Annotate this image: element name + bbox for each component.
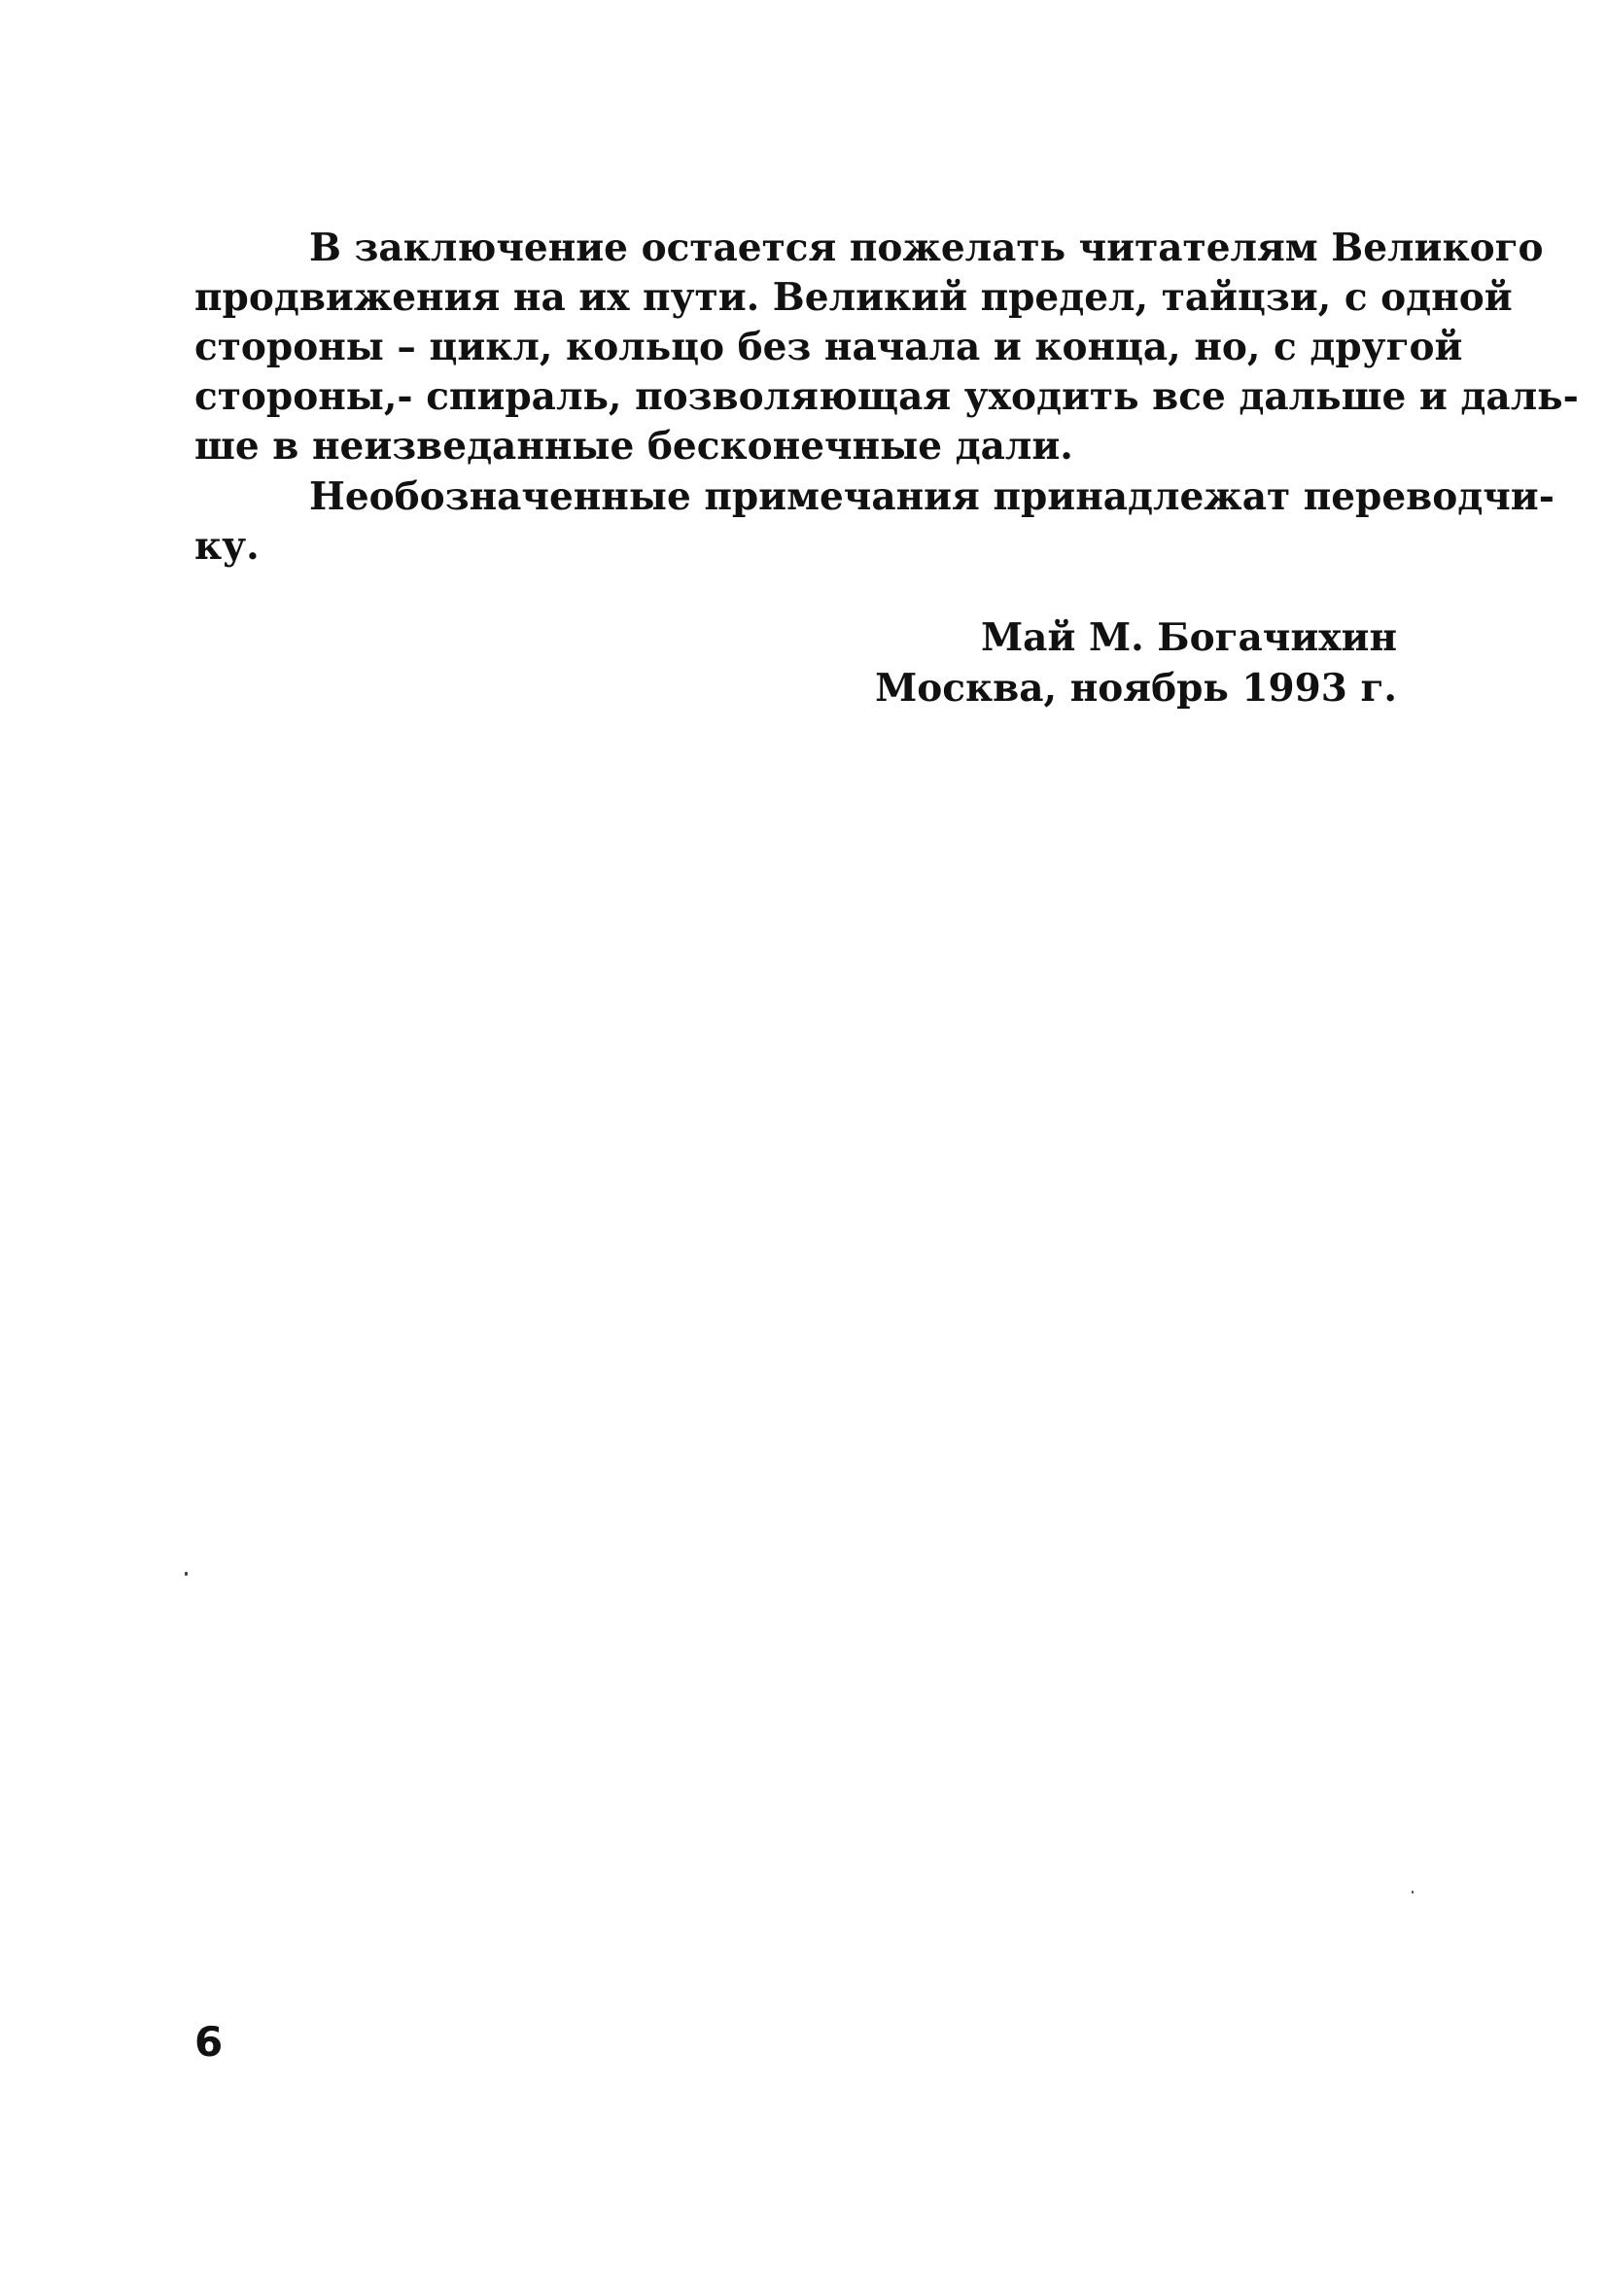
paragraph-2-line-2: ку.	[194, 524, 260, 569]
paragraph-1-line-3: стороны – цикл, кольцо без начала и конца, но, с другой	[194, 325, 1463, 369]
paragraph-1-line-2: продвижения на их пути. Великий предел, тайцзи, с одной	[194, 275, 1513, 320]
paragraph-2-line-1: Необозначенные примечания принадлежат переводчи-	[309, 474, 1555, 519]
page-number: 6	[194, 2018, 224, 2066]
paragraph-1-line-5: ше в неизведанные бесконечные дали.	[194, 424, 1073, 469]
scan-speck	[1412, 1891, 1414, 1894]
signature-author: Май М. Богачихин	[981, 615, 1397, 660]
paragraph-1-line-1: В заключение остается пожелать читателям Великого	[309, 226, 1544, 270]
scan-speck	[185, 1572, 188, 1576]
signature-place-date: Москва, ноябрь 1993 г.	[875, 666, 1397, 711]
paragraph-1-line-4: стороны,- спираль, позволяющая уходить все дальше и даль-	[194, 374, 1579, 419]
